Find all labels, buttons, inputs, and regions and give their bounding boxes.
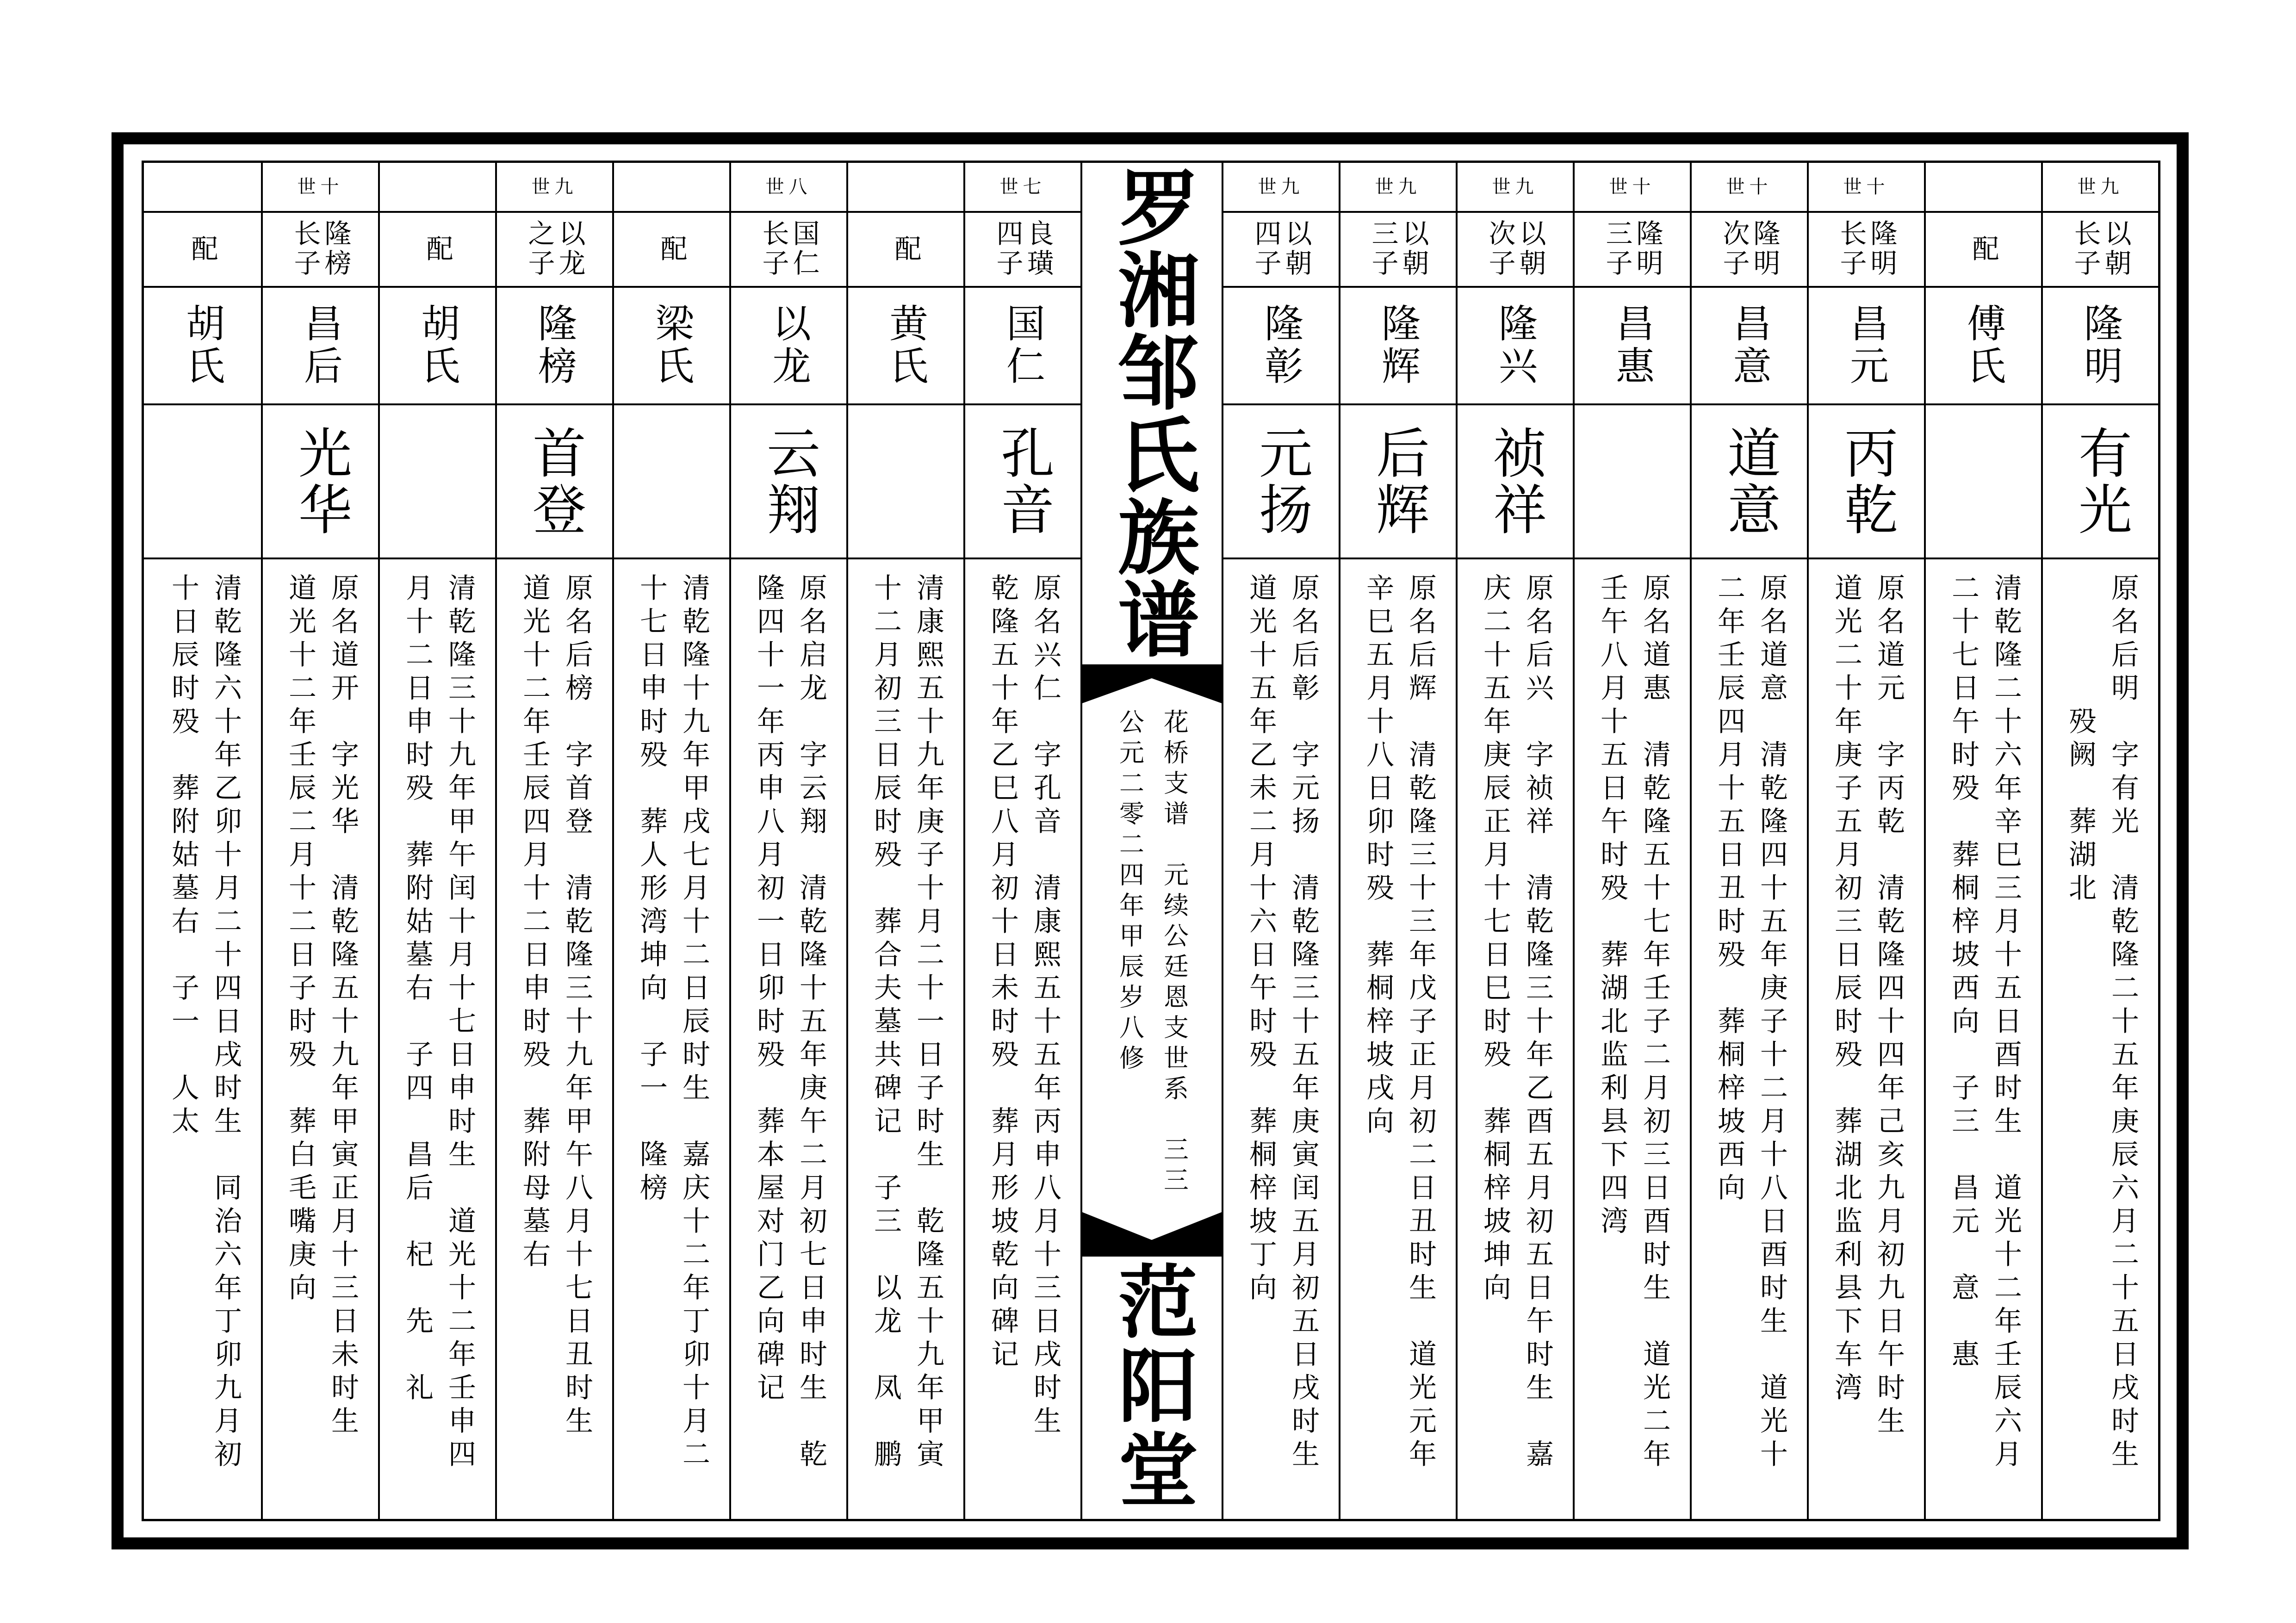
biography <box>1340 559 1456 1519</box>
biography-line: 道光十二年壬辰四月十二日申时殁 葬附母墓右 <box>518 573 551 1273</box>
generation-cell <box>263 163 378 213</box>
genealogy-column <box>1339 163 1456 1519</box>
biography <box>1458 559 1573 1519</box>
courtesy-name-cell <box>1575 405 1690 559</box>
relation-label: 以龙之子 <box>523 219 586 279</box>
biography-line: 庆二十五年庚辰正月十七日巳时殁 葬桐梓坡坤向 <box>1479 573 1511 1306</box>
biography-cell <box>848 559 963 1519</box>
generation-label: 九世 <box>2077 176 2124 198</box>
biography-line: 十日辰时殁 葬附姑墓右 子一 人太 <box>167 573 199 1140</box>
relation-cell <box>1223 213 1339 288</box>
biography-cell <box>1458 559 1573 1519</box>
courtesy-name-cell <box>1340 405 1456 559</box>
biography <box>731 559 846 1519</box>
hall-name: 范阳堂 <box>1105 1260 1199 1513</box>
genealogy-column <box>963 163 1080 1519</box>
biography-cell <box>144 559 261 1519</box>
fishtail-top-ornament <box>1082 664 1222 703</box>
fishtail-bottom-shape <box>1082 1212 1222 1257</box>
name-cell <box>848 288 963 405</box>
fishtail-top-shape <box>1082 664 1222 703</box>
biography <box>614 559 729 1519</box>
relation-label: 以朝次子 <box>1484 219 1546 279</box>
biography-cell <box>1692 559 1807 1519</box>
biography <box>497 559 612 1519</box>
person-name: 昌惠 <box>1609 303 1655 388</box>
biography-line: 原名后明 字有光 清乾隆二十五年庚辰六月二十五日戌时生 <box>2107 573 2139 1473</box>
book-title: 罗湘邹氏族谱 <box>1104 166 1200 660</box>
name-cell <box>497 288 612 405</box>
biography-line: 清康熙五十九年庚子十月二十一日子时生 乾隆五十九年甲寅 <box>912 573 944 1473</box>
biography-cell <box>1926 559 2041 1519</box>
biography-line: 道光十二年壬辰二月十二日子时殁 葬白毛嘴庚向 <box>284 573 316 1306</box>
biography <box>2043 559 2158 1519</box>
biography-cell <box>1340 559 1456 1519</box>
generation-cell <box>1575 163 1690 213</box>
person-name: 昌后 <box>298 303 343 388</box>
courtesy-name: 元扬 <box>1250 425 1313 538</box>
courtesy-name: 孔音 <box>992 425 1055 538</box>
genealogy-column <box>846 163 963 1519</box>
relation-label: 隆榜长子 <box>289 219 352 279</box>
biography-line: 十二月初三日辰时殁 葬合夫墓共碑记 子三 以龙 凤 鹏 <box>869 573 902 1473</box>
biography-line: 道光二十年庚子五月初三日辰时殁 葬湖北监利县下车湾 <box>1830 573 1862 1406</box>
biography <box>848 559 963 1519</box>
genealogy-column <box>1924 163 2041 1519</box>
courtesy-name: 道意 <box>1718 425 1781 538</box>
biography-line: 原名道开 字光华 清乾隆五十九年甲寅正月十三日未时生 <box>327 573 359 1439</box>
biography-line: 二年壬辰四月十五日丑时殁 葬桐梓坡西向 <box>1713 573 1745 1206</box>
relation-label: 以朝四子 <box>1250 219 1312 279</box>
relation-label: 隆明次子 <box>1718 219 1781 279</box>
generation-label: 九世 <box>531 176 578 198</box>
relation-cell <box>614 213 729 288</box>
generation-cell <box>497 163 612 213</box>
biography-line: 月十二日申时殁 葬附姑墓右 子四 昌后 杞 先 礼 <box>401 573 434 1406</box>
generation-cell <box>1223 163 1339 213</box>
biography <box>380 559 495 1519</box>
person-name: 以龙 <box>766 303 812 388</box>
generation-cell <box>1340 163 1456 213</box>
genealogy-column <box>495 163 612 1519</box>
courtesy-name: 首登 <box>523 425 586 538</box>
genealogy-column <box>144 163 261 1519</box>
courtesy-name-cell <box>614 405 729 559</box>
biography-line: 原名道惠 清乾隆五十七年壬子二月初三日酉时生 道光二年 <box>1638 573 1671 1473</box>
biography-line: 清乾隆十九年甲戌七月十二日辰时生 嘉庆十二年丁卯十月二 <box>678 573 710 1473</box>
biography-cell <box>497 559 612 1519</box>
genealogy-column <box>1573 163 1690 1519</box>
courtesy-name: 光华 <box>289 425 352 538</box>
genealogy-column <box>1807 163 1924 1519</box>
generation-label: 九世 <box>1375 176 1421 198</box>
name-cell <box>263 288 378 405</box>
biography-line: 隆四十一年丙申八月初一日卯时殁 葬本屋对门乙向碑记 <box>752 573 785 1406</box>
name-cell <box>2043 288 2158 405</box>
courtesy-name-cell <box>1223 405 1339 559</box>
relation-cell <box>731 213 846 288</box>
biography-cell <box>965 559 1080 1519</box>
generation-cell <box>1809 163 1924 213</box>
biography-cell <box>1223 559 1339 1519</box>
courtesy-name-cell <box>848 405 963 559</box>
biography-cell <box>1575 559 1690 1519</box>
genealogy-column <box>261 163 378 1519</box>
person-name: 昌意 <box>1726 303 1772 388</box>
biography-line: 原名道元 字丙乾 清乾隆四十四年己亥九月初九日午时生 <box>1873 573 1905 1439</box>
name-cell <box>1458 288 1573 405</box>
biography-line: 原名后辉 清乾隆三十三年戊子正月初二日丑时生 道光元年 <box>1404 573 1437 1473</box>
relation-label: 配 <box>890 235 922 264</box>
name-cell <box>1926 288 2041 405</box>
courtesy-name: 丙乾 <box>1835 425 1898 538</box>
person-name: 胡氏 <box>415 303 460 388</box>
courtesy-name-cell <box>497 405 612 559</box>
fishtail-bottom-ornament <box>1082 1212 1222 1257</box>
name-cell <box>1575 288 1690 405</box>
courtesy-name-cell <box>2043 405 2158 559</box>
genealogy-column <box>378 163 495 1519</box>
margin-line-edition: 公元二零二四年甲辰岁八修 <box>1115 709 1145 1075</box>
person-name: 国仁 <box>1000 303 1046 388</box>
relation-label: 以朝长子 <box>2069 219 2132 279</box>
name-cell <box>965 288 1080 405</box>
relation-cell <box>1692 213 1807 288</box>
courtesy-name-cell <box>1692 405 1807 559</box>
generation-cell <box>144 163 261 213</box>
relation-label: 良璜四子 <box>992 219 1054 279</box>
relation-label: 配 <box>422 235 453 264</box>
biography-cell <box>263 559 378 1519</box>
courtesy-name-cell <box>144 405 261 559</box>
relation-label: 隆明三子 <box>1601 219 1663 279</box>
relation-cell <box>1809 213 1924 288</box>
person-name: 胡氏 <box>180 303 225 388</box>
relation-label: 配 <box>1967 235 1999 264</box>
biography-line: 原名道意 清乾隆四十五年庚子十二月十八日酉时生 道光十 <box>1756 573 1788 1473</box>
relation-cell <box>144 213 261 288</box>
courtesy-name-cell <box>263 405 378 559</box>
biography <box>965 559 1080 1519</box>
name-cell <box>1223 288 1339 405</box>
center-spine <box>1080 163 1222 1519</box>
biography-line: 原名兴仁 字孔音 清康熙五十五年丙申八月十三日戌时生 <box>1029 573 1061 1439</box>
biography-cell <box>731 559 846 1519</box>
biography-line: 原名后兴 字祯祥 清乾隆三十年乙酉五月初五日午时生 嘉 <box>1521 573 1554 1473</box>
biography-line: 二十七日午时殁 葬桐梓坡西向 子三 昌元 意 惠 <box>1947 573 1980 1373</box>
biography <box>1692 559 1807 1519</box>
name-cell <box>1340 288 1456 405</box>
genealogy-column <box>1222 163 1339 1519</box>
biography-line: 乾隆五十年乙巳八月初十日未时殁 葬月形坡乾向碑记 <box>987 573 1019 1373</box>
spine-margin-text <box>1108 709 1197 1197</box>
biography-line: 原名启龙 字云翔 清乾隆十五年庚午二月初七日申时生 乾 <box>795 573 827 1473</box>
relation-label: 以朝三子 <box>1367 219 1429 279</box>
biography-line: 辛巳五月十八日卯时殁 葬桐梓坡戌向 <box>1362 573 1394 1140</box>
generation-label: 十世 <box>1726 176 1773 198</box>
courtesy-name-cell <box>1458 405 1573 559</box>
generation-label: 十世 <box>1609 176 1656 198</box>
courtesy-name: 后辉 <box>1367 425 1430 538</box>
person-name: 隆辉 <box>1375 303 1421 388</box>
generation-label: 十世 <box>1843 176 1890 198</box>
generation-label: 七世 <box>999 176 1046 198</box>
person-name: 傅氏 <box>1961 303 2006 388</box>
margin-line-branch: 花桥支谱 元续公廷恩支世系 三三 <box>1160 709 1189 1197</box>
courtesy-name-cell <box>1926 405 2041 559</box>
person-name: 昌元 <box>1843 303 1889 388</box>
relation-label: 国仁长子 <box>757 219 820 279</box>
generation-cell <box>2043 163 2158 213</box>
biography-line: 十七日申时殁 葬人形湾坤向 子一 隆榜 <box>635 573 668 1206</box>
courtesy-name-cell <box>731 405 846 559</box>
relation-cell <box>497 213 612 288</box>
relation-cell <box>1458 213 1573 288</box>
generation-cell <box>380 163 495 213</box>
biography <box>1575 559 1690 1519</box>
generation-cell <box>614 163 729 213</box>
courtesy-name: 祯祥 <box>1484 425 1547 538</box>
biography-cell <box>1809 559 1924 1519</box>
person-name: 隆兴 <box>1492 303 1538 388</box>
biography <box>1809 559 1924 1519</box>
name-cell <box>1692 288 1807 405</box>
biography <box>263 559 378 1519</box>
relation-label: 配 <box>186 235 218 264</box>
generation-cell <box>1458 163 1573 213</box>
generation-cell <box>848 163 963 213</box>
relation-label: 隆明长子 <box>1835 219 1898 279</box>
person-name: 隆榜 <box>532 303 577 388</box>
relation-cell <box>1926 213 2041 288</box>
relation-cell <box>380 213 495 288</box>
relation-cell <box>263 213 378 288</box>
name-cell <box>1809 288 1924 405</box>
courtesy-name-cell <box>965 405 1080 559</box>
name-cell <box>144 288 261 405</box>
person-name: 黄氏 <box>883 303 929 388</box>
genealogy-column <box>729 163 846 1519</box>
relation-cell <box>2043 213 2158 288</box>
generation-cell <box>1692 163 1807 213</box>
biography-line: 清乾隆六十年乙卯十月二十四日戌时生 同治六年丁卯九月初 <box>210 573 242 1473</box>
biography-line: 壬午八月十五日午时殁 葬湖北监利县下四湾 <box>1596 573 1628 1239</box>
biography-line: 殁阙 葬湖北 <box>2064 573 2097 906</box>
generation-cell <box>965 163 1080 213</box>
generation-label: 八世 <box>765 176 812 198</box>
person-name: 隆彰 <box>1258 303 1304 388</box>
biography-cell <box>2043 559 2158 1519</box>
biography-line: 清乾隆二十六年辛巳三月十五日酉时生 道光十二年壬辰六月 <box>1990 573 2022 1473</box>
biography-line: 原名后彰 字元扬 清乾隆三十五年庚寅闰五月初五日戌时生 <box>1287 573 1320 1473</box>
generation-cell <box>1926 163 2041 213</box>
name-cell <box>380 288 495 405</box>
name-cell <box>731 288 846 405</box>
courtesy-name: 有光 <box>2069 425 2132 538</box>
courtesy-name: 云翔 <box>757 425 820 538</box>
person-name: 隆明 <box>2078 303 2123 388</box>
biography-cell <box>614 559 729 1519</box>
name-cell <box>614 288 729 405</box>
generation-label: 九世 <box>1492 176 1539 198</box>
generation-cell <box>731 163 846 213</box>
relation-cell <box>848 213 963 288</box>
biography-line: 道光十五年乙未二月十六日午时殁 葬桐梓坡丁向 <box>1245 573 1277 1306</box>
courtesy-name-cell <box>1809 405 1924 559</box>
biography-line: 清乾隆三十九年甲午闰十月十七日申时生 道光十二年壬申四 <box>444 573 476 1473</box>
genealogy-column <box>2041 163 2158 1519</box>
relation-cell <box>965 213 1080 288</box>
genealogy-column <box>1690 163 1807 1519</box>
generation-label: 十世 <box>297 176 344 198</box>
relation-label: 配 <box>656 235 688 264</box>
biography-line: 原名后榜 字首登 清乾隆三十九年甲午八月十七日丑时生 <box>561 573 593 1439</box>
courtesy-name-cell <box>380 405 495 559</box>
genealogy-column <box>1456 163 1573 1519</box>
biography <box>1223 559 1339 1519</box>
person-name: 梁氏 <box>649 303 695 388</box>
biography <box>144 559 261 1519</box>
generation-label: 九世 <box>1258 176 1304 198</box>
relation-cell <box>1340 213 1456 288</box>
genealogy-column <box>612 163 729 1519</box>
relation-cell <box>1575 213 1690 288</box>
biography <box>1926 559 2041 1519</box>
biography-cell <box>380 559 495 1519</box>
